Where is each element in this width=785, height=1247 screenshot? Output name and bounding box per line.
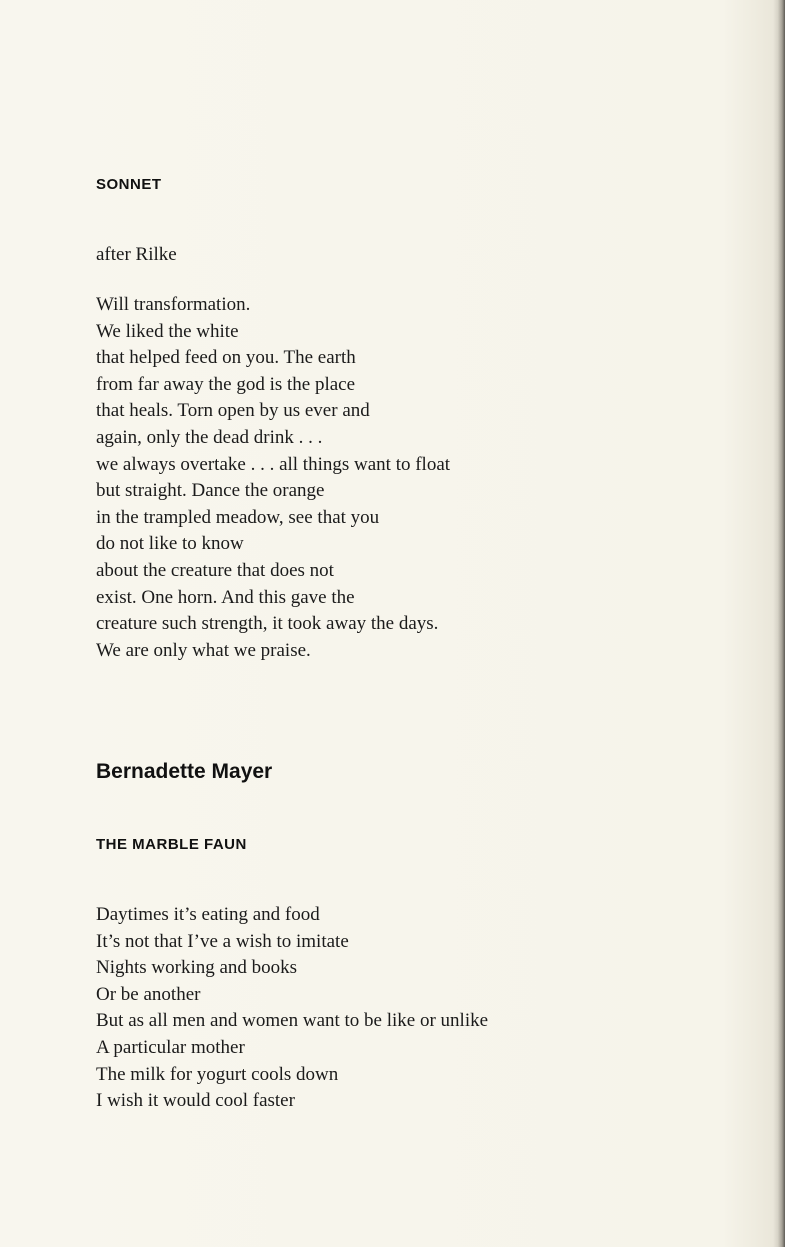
poem-line: that helped feed on you. The earth [96, 347, 356, 369]
poem-line: we always overtake . . . all things want to float [96, 453, 451, 475]
poem-line: But as all men and women want to be like or unlike [96, 1010, 489, 1032]
poem-line: We liked the white [96, 320, 239, 342]
poem-title-sonnet: SONNET [96, 176, 162, 193]
poem-line: about the creature that does not [96, 559, 334, 581]
poem-line: Will transformation. [96, 294, 251, 315]
poem-line: We are only what we praise. [96, 639, 311, 661]
poem-line: creature such strength, it took away the days. [96, 613, 439, 635]
author-name: Bernadette Mayer [96, 760, 273, 783]
poem-line: Daytimes it’s eating and food [96, 904, 320, 925]
poem-line: Nights working and books [96, 957, 298, 979]
poem-title-marble-faun: THE MARBLE FAUN [96, 836, 247, 853]
poem-line: again, only the dead drink . . . [96, 426, 323, 448]
poem-line: A particular mother [96, 1036, 245, 1058]
sonnet-body [96, 292, 450, 664]
poem-line: I wish it would cool faster [96, 1090, 295, 1112]
poem-line: but straight. Dance the orange [96, 480, 325, 502]
poem-line: that heals. Torn open by us ever and [96, 400, 370, 422]
poem-line: It’s not that I’ve a wish to imitate [96, 930, 349, 952]
marble-faun-body [96, 902, 488, 1115]
poem-dedication: after Rilke [96, 244, 177, 265]
poem-line: The milk for yogurt cools down [96, 1063, 339, 1085]
poem-line: exist. One horn. And this gave the [96, 586, 355, 608]
poem-line: from far away the god is the place [96, 373, 356, 395]
poem-line: in the trampled meadow, see that you [96, 506, 380, 528]
poem-line: Or be another [96, 983, 201, 1005]
poem-line: do not like to know [96, 533, 244, 555]
spine-shadow [773, 0, 785, 1247]
